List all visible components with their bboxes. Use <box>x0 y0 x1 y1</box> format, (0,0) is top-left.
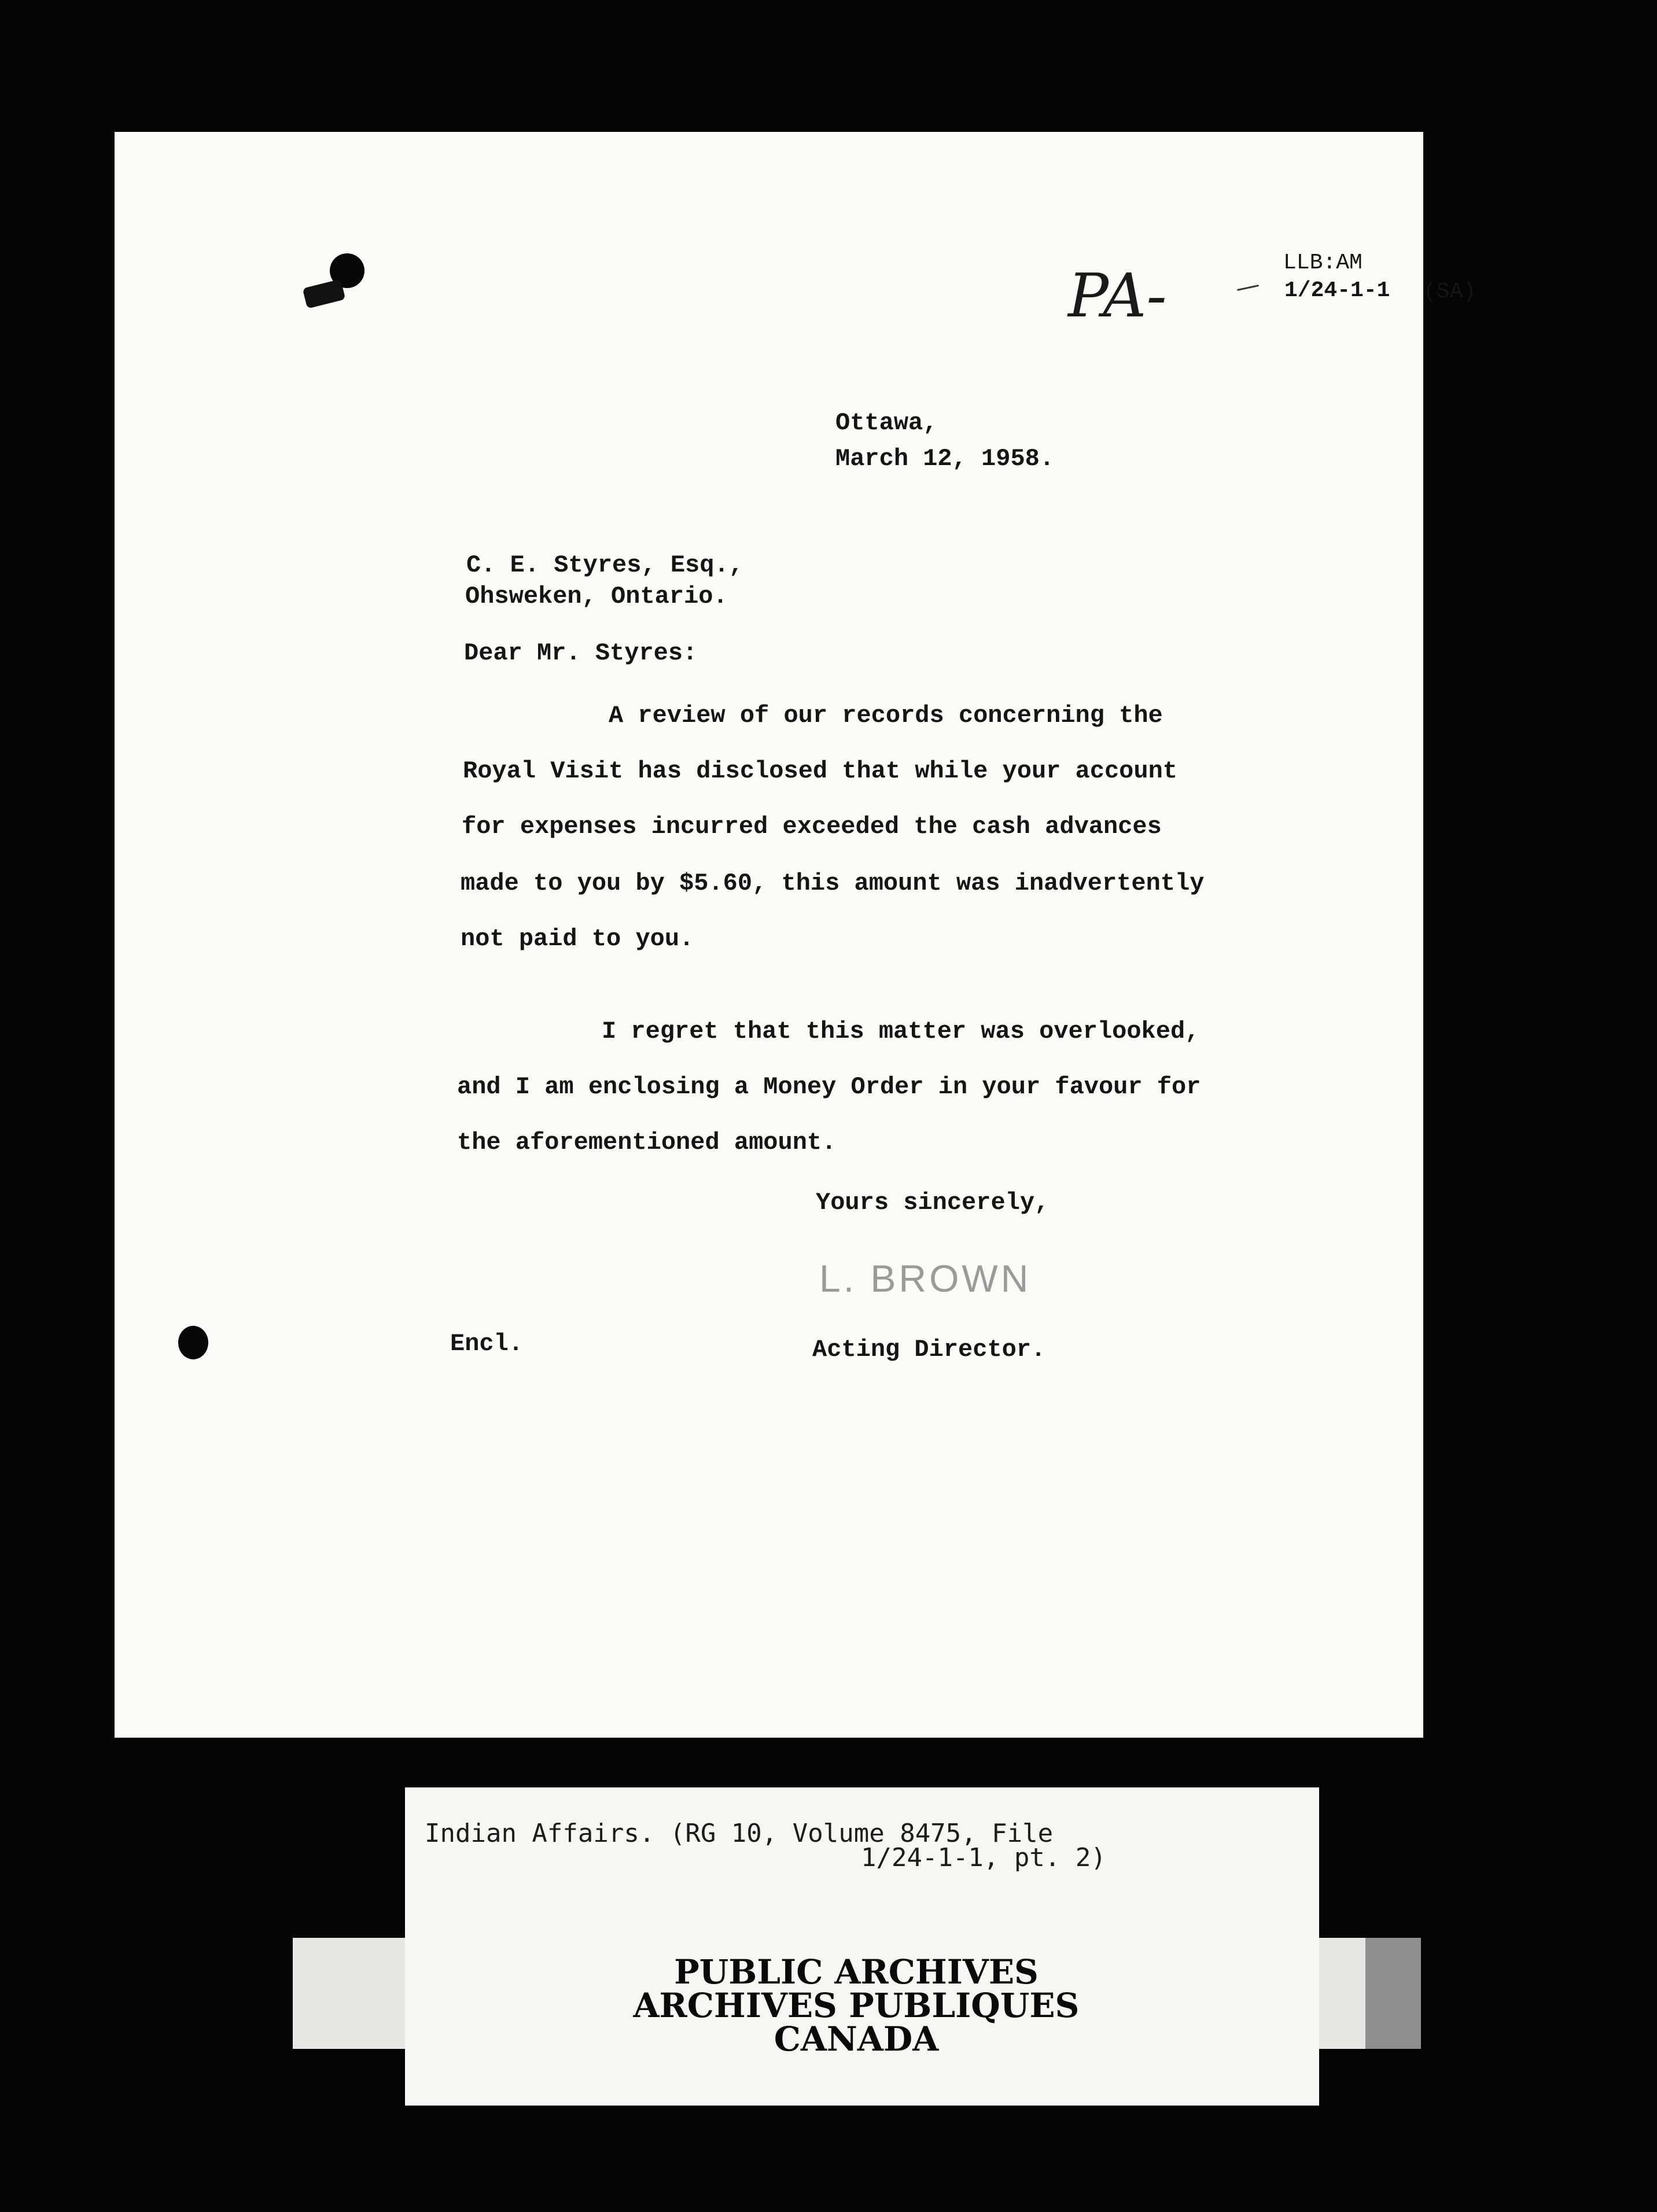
letter-date: March 12, 1958. <box>835 445 1055 473</box>
signer-title: Acting Director. <box>812 1336 1046 1363</box>
paragraph1-line: made to you by $5.60, this amount was inadvertently <box>461 869 1205 897</box>
paragraph1-line: Royal Visit has disclosed that while your account <box>463 757 1178 785</box>
reference-line-1: Indian Affairs. (RG 10, Volume 8475, File <box>425 1819 1054 1848</box>
file-ref-number: 1/24-1-1 <box>1284 278 1390 303</box>
handwritten-note: PA- <box>1068 260 1167 331</box>
paragraph1-line: for expenses incurred exceeded the cash advances <box>462 813 1162 840</box>
paragraph2-line: and I am enclosing a Money Order in your favour for <box>457 1073 1201 1101</box>
reference-line-2: 1/24-1-1, pt. 2) <box>861 1843 1106 1872</box>
paper-clip-mark <box>303 279 346 308</box>
paragraph1-line: not paid to you. <box>461 925 694 953</box>
closing: Yours sincerely, <box>816 1189 1050 1216</box>
paragraph2-line: I regret that this matter was overlooked, <box>602 1017 1200 1045</box>
signature-stamp: L. BROWN <box>819 1257 1032 1300</box>
salutation: Dear Mr. Styres: <box>464 639 698 667</box>
archives-line-1: PUBLIC ARCHIVES <box>674 1952 1039 1992</box>
recipient-address: Ohsweken, Ontario. <box>465 583 728 610</box>
punch-hole-bottom <box>178 1326 208 1359</box>
recipient-name: C. E. Styres, Esq., <box>466 551 743 579</box>
archives-line-2: ARCHIVES PUBLIQUES <box>633 1986 1080 2025</box>
archives-line-3: CANADA <box>774 2019 939 2059</box>
enclosure-note: Encl. <box>450 1330 524 1358</box>
paragraph1-line: A review of our records concerning the <box>609 702 1163 729</box>
archives-stamp <box>602 1952 1111 2059</box>
file-ref-initials: LLB:AM <box>1283 250 1363 275</box>
clamp-right <box>1365 1938 1421 2049</box>
letter-place: Ottawa, <box>835 409 938 437</box>
paragraph2-line: the aforementioned amount. <box>457 1129 837 1156</box>
file-ref-suffix: (SA) <box>1423 279 1476 304</box>
letter-page <box>115 132 1476 1738</box>
handwritten-arrow <box>1237 285 1259 291</box>
